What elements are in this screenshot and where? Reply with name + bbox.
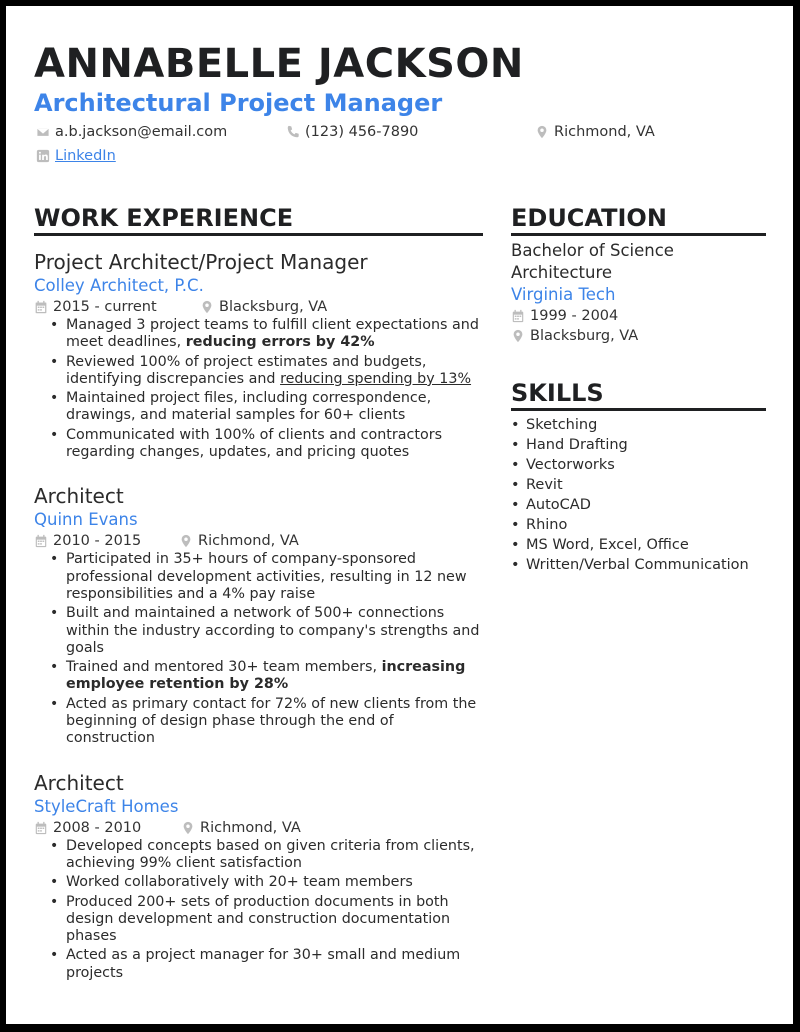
map-pin-icon [179,534,193,548]
skill-item: • Hand Drafting [511,435,771,455]
education-section [511,240,771,346]
map-pin-icon [511,329,525,343]
bullet-item: • Acted as primary contact for 72% of new clients from the beginning of design phase through the end of construction [48,696,486,748]
company-name: Colley Architect, P.C. [34,276,204,295]
contact-email [36,122,227,142]
skill-item: • Sketching [511,415,771,435]
degree: Bachelor of Science [511,241,674,260]
bullet-item: • Maintained project files, including correspondence, drawings, and material samples for 60+ clients [48,390,486,425]
location-text: Richmond, VA [554,124,655,140]
candidate-name: ANNABELLE JACKSON [34,41,524,87]
phone-text: (123) 456-7890 [305,124,419,140]
bullet-item: • Produced 200+ sets of production documents in both design development and construction documentation phases [48,894,486,946]
job-bullets [48,317,486,461]
job-dates: 2008 - 2010 [53,819,142,836]
phone-icon [286,125,300,139]
calendar-icon [34,300,48,314]
calendar-icon [511,309,525,323]
education-dates: 1999 - 2004 [511,306,771,326]
job-entry [34,770,486,982]
map-pin-icon [200,300,214,314]
job-entry [34,249,486,461]
resume-page [6,6,793,1024]
linkedin-icon [36,149,50,163]
job-title: Project Architect/Project Manager [34,250,368,274]
job-meta [34,531,486,551]
bullet-item: • Developed concepts based on given criteria from clients, achieving 99% client satisfaction [48,838,486,873]
map-pin-icon [181,821,195,835]
bullet-item: • Trained and mentored 30+ team members, increasing employee retention by 28% [48,659,486,694]
job-title: Architect [34,770,124,795]
bullet-item: • Communicated with 100% of clients and contractors regarding changes, updates, and pricing quotes [48,427,486,462]
bullet-item: • Reviewed 100% of project estimates and budgets, identifying discrepancies and reducing spending by 13% [48,354,486,389]
job-bullets [48,838,486,982]
education-location: Blacksburg, VA [511,326,771,346]
contact-phone [286,122,418,142]
work-experience-section [34,249,486,998]
skills-section [511,415,771,575]
skill-item: • Revit [511,475,771,495]
skill-item: • Vectorworks [511,455,771,475]
company-name: StyleCraft Homes [34,796,179,816]
company-name: Quinn Evans [34,510,138,530]
job-entry [34,483,486,747]
job-meta [34,297,486,317]
school-name: Virginia Tech [511,285,616,304]
job-bullets [48,551,486,747]
skill-item: • MS Word, Excel, Office [511,535,771,555]
skills-list [511,415,771,575]
candidate-title: Architectural Project Manager [34,89,443,117]
job-dates: 2010 - 2015 [53,533,142,550]
bullet-item: • Worked collaboratively with 20+ team members [48,874,486,891]
skills-heading: SKILLS [511,378,766,411]
calendar-icon [34,821,48,835]
skill-item: • Written/Verbal Communication [511,555,771,575]
bullet-item: • Managed 3 project teams to fulfill client expectations and meet deadlines, reducing errors by 42% [48,317,486,352]
job-title: Architect [34,484,124,509]
education-heading: EDUCATION [511,203,766,236]
field-of-study: Architecture [511,263,613,282]
bullet-item: • Participated in 35+ hours of company-sponsored professional development activities, resulting in 12 new responsibilities and a 4% pay raise [48,551,486,603]
job-location: Richmond, VA [200,819,301,836]
envelope-icon [36,125,50,139]
job-meta [34,818,486,838]
contact-linkedin [36,146,116,166]
calendar-icon [34,534,48,548]
map-pin-icon [535,125,549,139]
skill-item: • Rhino [511,515,771,535]
linkedin-link[interactable]: LinkedIn [55,148,116,164]
bullet-item: • Built and maintained a network of 500+ connections within the industry according to company's strengths and goals [48,605,486,657]
skill-item: • AutoCAD [511,495,771,515]
job-location: Blacksburg, VA [219,299,328,315]
email-text: a.b.jackson@email.com [55,124,228,140]
bullet-item: • Acted as a project manager for 30+ small and medium projects [48,947,486,982]
job-dates: 2015 - current [53,299,157,315]
contact-location [535,122,655,142]
work-experience-heading: WORK EXPERIENCE [34,203,483,236]
job-location: Richmond, VA [198,533,299,550]
